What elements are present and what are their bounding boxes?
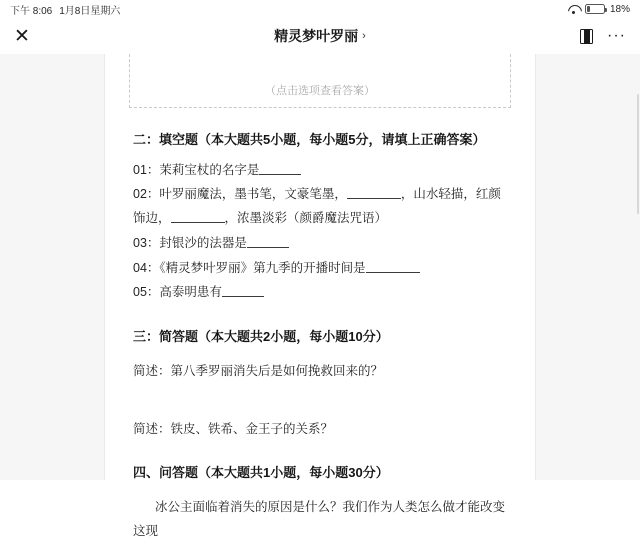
- wifi-icon: [568, 4, 580, 14]
- question-fill-04: [133, 257, 507, 281]
- answer-blank[interactable]: [347, 187, 401, 199]
- document-page: [104, 54, 536, 538]
- page-title-text: 精灵梦叶罗丽: [274, 28, 359, 44]
- battery-fill: [587, 6, 590, 12]
- chevron-right-icon[interactable]: ›: [362, 30, 366, 42]
- question-fill-01: [133, 159, 507, 183]
- question-text: 高泰明患有: [159, 285, 222, 300]
- close-icon[interactable]: ✕: [14, 25, 30, 47]
- answer-option-box[interactable]: [129, 54, 511, 108]
- question-text: 《精灵梦叶罗丽》第九季的开播时间是: [159, 260, 366, 275]
- section-title-short-answer: 三：简答题（本大题共2小题，每小题10分）: [133, 329, 389, 345]
- answer-blank[interactable]: [247, 236, 289, 248]
- status-bar-right: [568, 4, 630, 15]
- answer-hint: （点击选项查看答案）: [265, 85, 375, 98]
- question-number: 01：: [133, 162, 160, 177]
- page-title: [0, 26, 640, 46]
- question-fill-03: [133, 232, 507, 256]
- question-short-01: 简述：第八季罗丽消失后是如何挽救回来的？: [133, 363, 384, 378]
- answer-blank[interactable]: [366, 261, 420, 273]
- question-fill-05: [133, 281, 507, 305]
- status-time: 下午 8:06: [10, 5, 53, 17]
- section-title-fill: 二：填空题（本大题共5小题，每小题5分，请填上正确答案）: [133, 132, 486, 147]
- nav-bar-actions: [580, 28, 626, 44]
- status-date: 1月8日星期六: [59, 5, 121, 17]
- status-bar: [0, 0, 640, 18]
- answer-blank[interactable]: [171, 211, 225, 223]
- section-title-essay: 四、问答题（本大题共1小题，每小题30分）: [133, 465, 389, 481]
- question-essay-01: 冰公主面临着消失的原因是什么？我们作为人类怎么做才能改变这现: [133, 500, 506, 538]
- book-icon[interactable]: [580, 29, 593, 44]
- answer-blank[interactable]: [222, 285, 264, 297]
- question-number: 04：: [133, 260, 160, 275]
- nav-bar: [0, 18, 640, 54]
- question-number: 02：: [133, 187, 160, 202]
- question-text-mid: ，山水轻描，红颜饰边，: [133, 187, 501, 226]
- answer-blank[interactable]: [259, 163, 301, 175]
- battery-percent: 18%: [609, 3, 630, 15]
- question-number: 03：: [133, 235, 160, 250]
- status-bar-left: [10, 2, 120, 17]
- question-short-02: 简述：铁皮、铁希、金王子的关系？: [133, 421, 334, 436]
- scrollbar[interactable]: [637, 94, 639, 214]
- battery-icon: [585, 4, 605, 14]
- document-area[interactable]: [0, 54, 640, 538]
- question-text-after: ，浓墨淡彩（颜爵魔法咒语）: [224, 211, 388, 226]
- question-fill-02: [133, 183, 507, 231]
- question-text: 叶罗丽魔法，墨书笔，文豪笔墨，: [159, 187, 347, 202]
- question-text: 封银沙的法器是: [159, 235, 247, 250]
- question-text: 茉莉宝杖的名字是: [159, 162, 260, 177]
- more-icon[interactable]: ···: [607, 27, 626, 44]
- question-number: 05：: [133, 285, 160, 300]
